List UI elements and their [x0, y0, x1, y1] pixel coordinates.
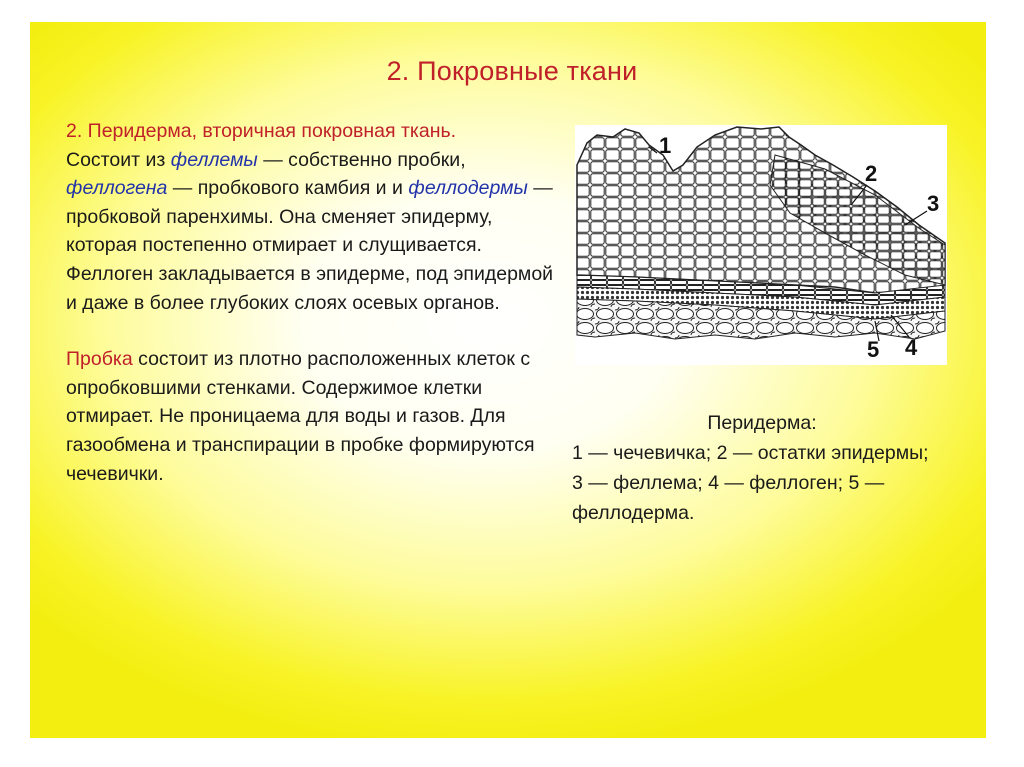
phellogen-desc: — пробкового камбия и и — [167, 177, 409, 200]
caption-title: Перидерма: — [707, 412, 817, 434]
term-phelloderm: феллодермы — [408, 177, 528, 200]
term-phellem: феллемы — [170, 148, 258, 171]
cork-desc: состоит из плотно расположенных клеток с опробковшими стенками. Содержимое клетки отмирает. Не проницаема для воды и газов. Для газообмена и транспирации в пробке формируются чечевички. — [66, 348, 535, 485]
figure-label-5: 5 — [867, 337, 880, 362]
figure-label-2: 2 — [865, 161, 878, 186]
slide-title: 2. Покровные ткани — [386, 56, 638, 86]
periderm-illustration — [575, 125, 947, 365]
paragraph-cork — [66, 345, 556, 488]
periderm-heading: 2. Перидерма, вторичная покровная ткань. — [66, 120, 457, 142]
paragraph-periderm — [66, 117, 556, 317]
figure-caption — [572, 408, 932, 528]
figure-label-4: 4 — [905, 335, 918, 360]
term-phellogen: феллогена — [66, 177, 168, 200]
figure-label-1: 1 — [659, 133, 672, 158]
term-cork: Пробка — [66, 348, 133, 371]
caption-text: 1 — чечевичка; 2 — остатки эпидермы; 3 — феллема; 4 — феллоген; 5 — феллодерма. — [572, 442, 929, 524]
figure-label-3: 3 — [927, 191, 940, 216]
phellem-desc: — собственно пробки, — [257, 148, 466, 171]
consists-of-text: Состоит из — [66, 148, 171, 171]
periderm-figure — [575, 125, 947, 365]
phelloderm-desc: — пробковой паренхимы. Она сменяет эпидерму, которая постепенно отмирает и слущивается. Феллоген закладывается в эпидерме, под эпидермой и даже в более глубоких слоях осевых органов. — [66, 177, 554, 314]
body-text — [66, 117, 556, 488]
